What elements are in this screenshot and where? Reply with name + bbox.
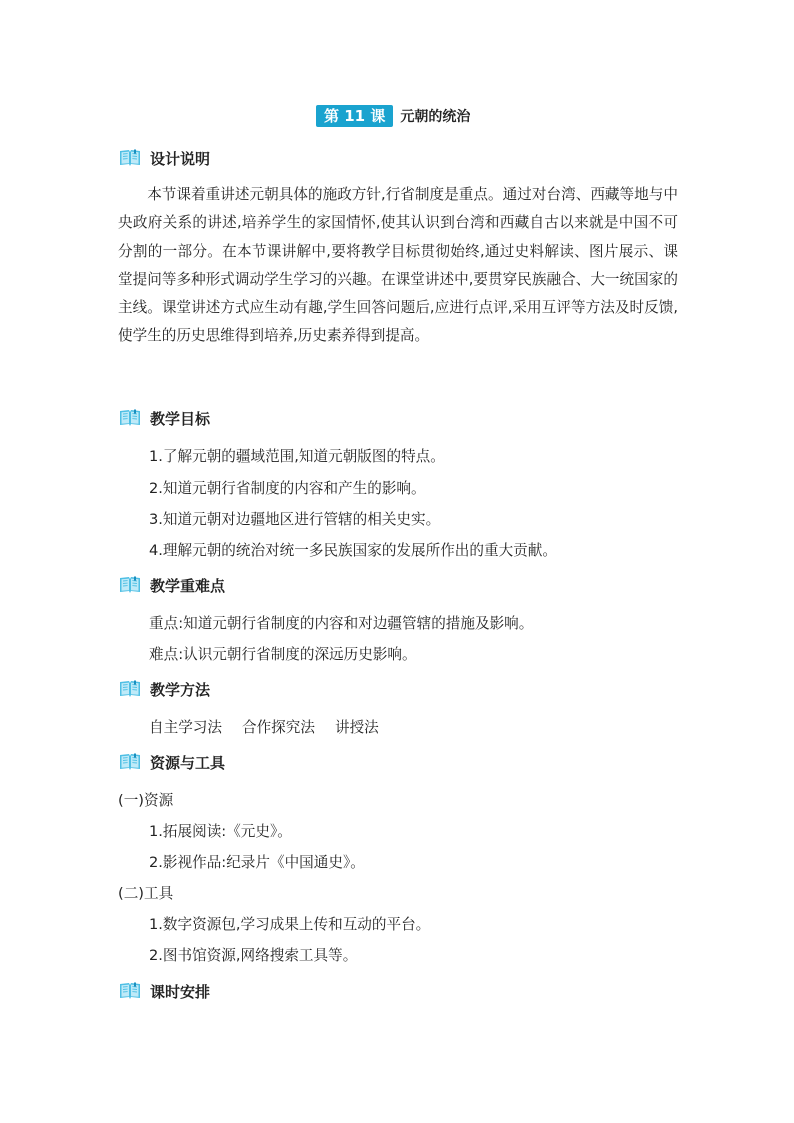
section-title: 设计说明 — [150, 149, 211, 168]
key-point-item: 重点:知道元朝行省制度的内容和对边疆管辖的措施及影响。 — [149, 615, 534, 632]
difficulty-item: 难点:认识元朝行省制度的深远历史影响。 — [149, 646, 417, 663]
section-title: 教学重难点 — [150, 576, 226, 595]
book-icon — [119, 982, 141, 1000]
book-icon — [119, 149, 141, 167]
book-icon — [119, 576, 141, 594]
section-resources-heading — [119, 751, 225, 773]
section-title: 教学目标 — [150, 409, 211, 428]
goal-item: 3.知道元朝对边疆地区进行管辖的相关史实。 — [149, 511, 441, 528]
method-item: 自主学习法 — [149, 719, 222, 736]
tools-subheading: (二)工具 — [118, 885, 174, 902]
section-keypoints-heading — [119, 574, 225, 596]
resource-item: 2.影视作品:纪录片《中国通史》。 — [149, 854, 365, 871]
lesson-header — [316, 104, 470, 128]
section-title: 课时安排 — [150, 982, 211, 1001]
method-item: 讲授法 — [334, 719, 379, 736]
book-icon — [119, 680, 141, 698]
lesson-number-badge: 第 11 课 — [316, 105, 393, 127]
goal-item: 2.知道元朝行省制度的内容和产生的影响。 — [149, 480, 426, 497]
section-methods-heading — [119, 678, 210, 700]
goal-item: 4.理解元朝的统治对统一多民族国家的发展所作出的重大贡献。 — [149, 542, 557, 559]
goal-item: 1.了解元朝的疆域范围,知道元朝版图的特点。 — [149, 448, 445, 465]
tool-item: 1.数字资源包,学习成果上传和互动的平台。 — [149, 916, 431, 933]
methods-list — [149, 716, 399, 737]
section-goals-heading — [119, 407, 210, 429]
section-design-heading — [119, 147, 210, 169]
book-icon — [119, 409, 141, 427]
lesson-title: 元朝的统治 — [400, 109, 471, 125]
book-icon — [119, 753, 141, 771]
section-title: 教学方法 — [150, 680, 211, 699]
section-title: 资源与工具 — [150, 753, 226, 772]
resources-subheading: (一)资源 — [118, 792, 174, 809]
section-schedule-heading — [119, 980, 210, 1002]
method-item: 合作探究法 — [241, 719, 315, 736]
resource-item: 1.拓展阅读:《元史》。 — [149, 823, 292, 840]
tool-item: 2.图书馆资源,网络搜索工具等。 — [149, 947, 358, 964]
design-description-paragraph: 本节课着重讲述元朝具体的施政方针,行省制度是重点。通过对台湾、西藏等地与中央政府关系的讲述,培养学生的家国情怀,使其认识到台湾和西藏自古以来就是中国不可分割的一部分。在本节课讲解中,要将教学目标贯彻始终,通过史料解读、图片展示、课堂提问等多种形式调动学生学习的兴趣。在课堂讲述中,要贯穿民族融合、大一统国家的主线。课堂讲述方式应生动有趣,学生回答问题后,应进行点评,采用互评等方法及时反馈,使学生的历史思维得到培养,历史素养得到提高。 — [118, 186, 678, 345]
